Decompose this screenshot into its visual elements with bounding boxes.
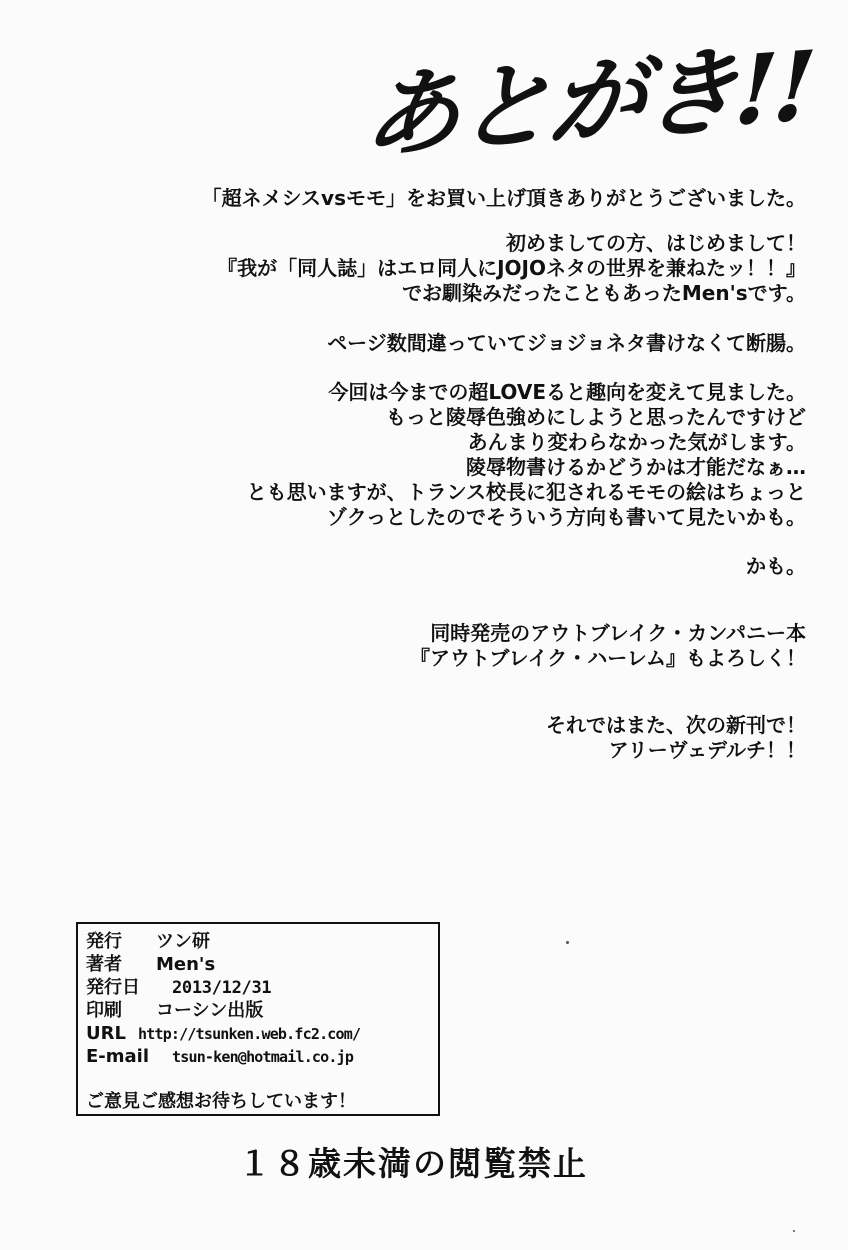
author-value: Men's — [156, 954, 216, 975]
text-line: でお馴染みだったこともあったMen'sです。 — [402, 281, 806, 305]
text-line: もっと陵辱色強めにしようと思ったんですけど — [386, 405, 806, 429]
paper-speck — [793, 1230, 795, 1232]
pages-paragraph — [106, 331, 806, 356]
colophon-date-row — [86, 976, 428, 999]
text-line: ゾクっとしたのでそういう方向も書いて見たいかも。 — [327, 505, 806, 529]
url-label: URL — [86, 1023, 126, 1044]
text-line: 陵辱物書けるかどうかは才能だなぁ… — [466, 455, 806, 479]
email-value: tsun-ken@hotmail.co.jp — [172, 1048, 354, 1066]
farewell-paragraph — [106, 713, 806, 763]
date-value: 2013/12/31 — [172, 978, 272, 998]
text-line: 『我が「同人誌」はエロ同人にJOJOネタの世界を兼ねたッ！！』 — [217, 256, 806, 280]
url-value: http://tsunken.web.fc2.com/ — [138, 1025, 361, 1043]
colophon-printer-row — [86, 999, 428, 1022]
age-restriction-notice: １８歳未満の閲覧禁止 — [238, 1144, 588, 1183]
colophon-url-row — [86, 1022, 428, 1045]
publisher-value: ツン研 — [156, 931, 210, 952]
text-line: アリーヴェデルチ！！ — [608, 738, 806, 762]
afterword-title: あとがき!! — [359, 29, 816, 173]
text-line: 「超ネメシスvsモモ」をお買い上げ頂きありがとうございました。 — [201, 186, 806, 210]
kamo-paragraph — [106, 554, 806, 579]
simultaneous-release-paragraph — [106, 621, 806, 671]
text-line: 同時発売のアウトブレイク・カンパニー本 — [430, 621, 806, 645]
colophon-email-row — [86, 1045, 428, 1068]
text-line: ページ数間違っていてジョジョネタ書けなくて断腸。 — [327, 331, 806, 355]
text-line: とも思いますが、トランス校長に犯されるモモの絵はちょっと — [246, 480, 806, 504]
intro-paragraph — [106, 231, 806, 306]
text-line: かも。 — [746, 554, 806, 578]
text-line: 『アウトブレイク・ハーレム』もよろしく！ — [410, 646, 806, 670]
thanks-paragraph — [106, 186, 806, 211]
date-label: 発行日 — [86, 977, 140, 998]
printer-value: コーシン出版 — [156, 1000, 264, 1021]
text-line: 初めましての方、はじめまして！ — [506, 231, 806, 255]
this-time-paragraph — [106, 380, 806, 530]
author-label: 著者 — [86, 954, 122, 975]
colophon-box — [76, 922, 440, 1116]
feedback-line: ご意見ご感想お待ちしています！ — [86, 1091, 356, 1112]
text-line: 今回は今までの超LOVEると趣向を変えて見ました。 — [328, 380, 806, 404]
text-line: それではまた、次の新刊で！ — [546, 713, 806, 737]
colophon-author-row — [86, 953, 428, 976]
afterword-body — [106, 186, 806, 787]
printer-label: 印刷 — [86, 1000, 122, 1021]
paper-speck — [566, 941, 569, 944]
publisher-label: 発行 — [86, 931, 122, 952]
text-line: あんまり変わらなかった気がします。 — [467, 430, 806, 454]
email-label: E-mail — [86, 1046, 150, 1067]
colophon-publisher-row — [86, 930, 428, 953]
